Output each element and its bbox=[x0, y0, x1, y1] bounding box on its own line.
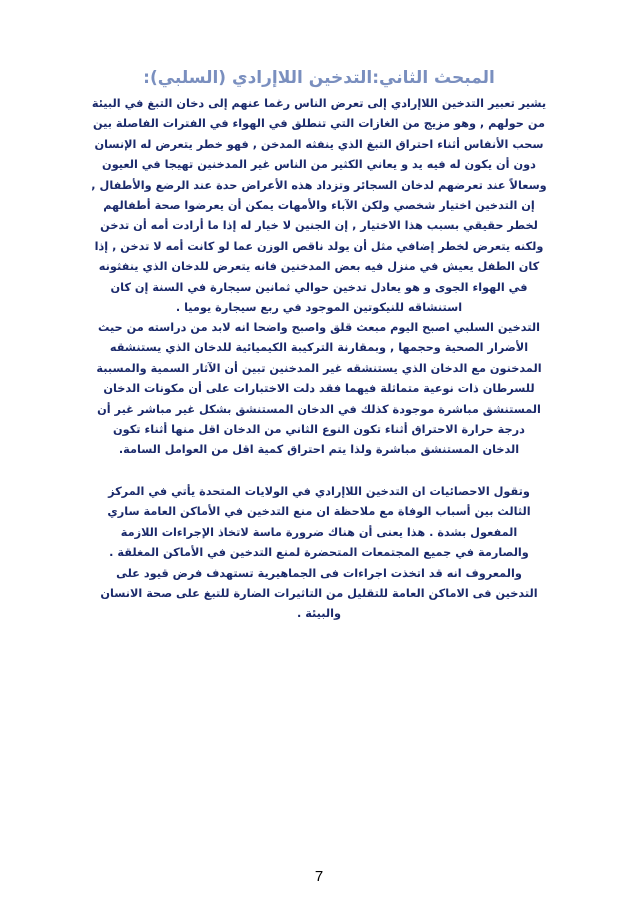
page-number: 7 bbox=[314, 868, 324, 885]
section-heading: المبحث الثاني:التدخين اللاإرادي (السلبي): bbox=[143, 68, 495, 88]
paragraph-statistics: وتقول الاحصائيات ان التدخين اللاإرادي في الولايات المتحدة يأتي في المركز الثالث بين أسباب الوفاة مع ملاحظة ان منع التدخين في الأماكن العامة ساري المفعول بشدة . هذا يعنى أن هناك ضرورة ماسة لاتخاذ الإجراءات اللازمة والصارمة في جميع المجتمعات المتحضرة لمنع التدخين في الأماكن المغلقة . والمعروف انه قد اتخذت اجراءات فى الجماهيرية تستهدف فرض قيود على التدخين فى الاماكن العامة للتقليل من التاثيرات الضارة للتبغ على صحة الانسان والبيئة . bbox=[100, 485, 538, 621]
paragraph-passive-smoking-definition: يشير تعبير التدخين اللاإرادي إلى تعرض الناس رغما عنهم إلى دخان التبغ في البيئة من حولهم , وهو مزيج من الغازات التي تنطلق في الهواء في الفترات الفاصلة بين سحب الأنفاس أثناء احتراق التبغ الذي ينفثه المدخن , فهو خطر يتعرض له الإنسان دون أن يكون له فيه يد و يعاني الكثير من الناس غير المدخنين تهيجا في العيون وسعالاً عند تعرضهم لدخان السجائر وتزداد هذه الأعراض حدة عند الرضع والأطفال , إن التدخين اختيار شخصي ولكن الآباء والأمهات يمكن أن يعرضوا صحة أطفالهم لخطر حقيقي بسبب هذا الاختيار , إن الجنين لا خيار له إذا ما أرادت أمه أن تدخن ولكنه يتعرض لخطر إضافي مثل أن يولد ناقص الوزن عما لو كانت أمه لا تدخن , إذا كان الطفل يعيش في منزل فيه بعض المدخنين فانه يتعرض للدخان الذي ينفثونه في الهواء الجوى و هو يعادل تدخين حوالي ثمانين سيجارة في السنة إن كان استنشاقه للنيكوتين الموجود في ربع سيجارة يوميا . bbox=[91, 97, 547, 315]
paragraph-health-effects: التدخين السلبي اصبح اليوم مبعث قلق واصبح واضحا انه لابد من دراسته من حيث الأضرار الصحية وحجمها , وبمقارنة التركيبة الكيميائية للدخان الذي يستنشقه المدخنون مع الدخان الذي يستنشقه غير المدخنين تبين أن الآثار السمية والمسببة للسرطان ذات نوعية متماثلة فيهما فقد دلت الاختبارات على أن مكونات الدخان المستنشق مباشرة موجودة كذلك في الدخان المستنشق بشكل غير مباشر غير أن درجة حرارة الاحتراق أثناء تكون النوع الثاني من الدخان اقل منها أثناء تكون الدخان المستنشق مباشرة ولذا يتم احتراق كمية اقل من العوامل السامة. bbox=[96, 321, 542, 457]
